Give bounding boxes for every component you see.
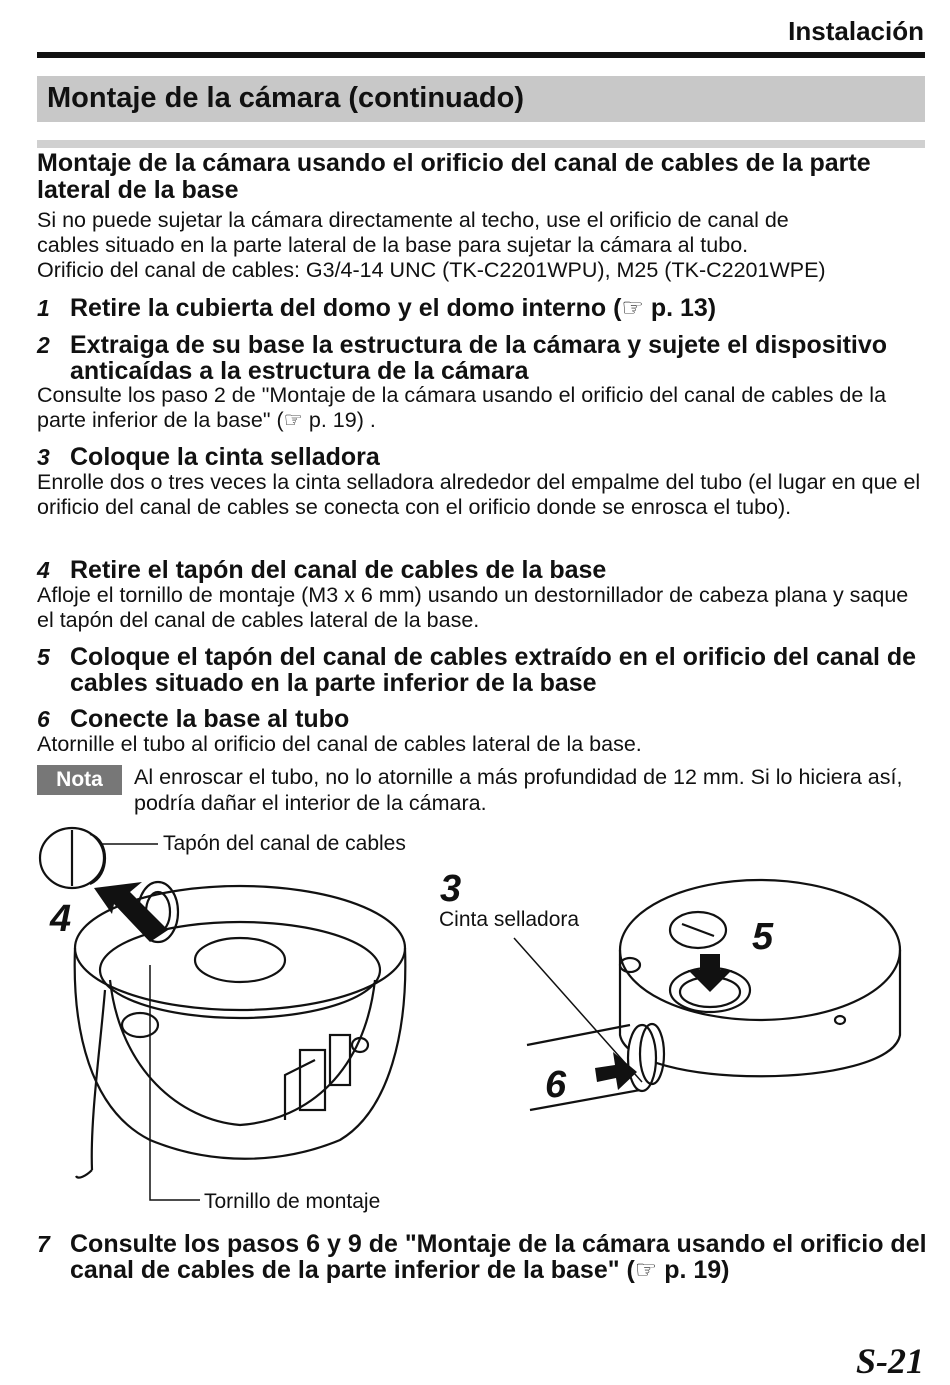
step-title: Consulte los pasos 6 y 9 de "Montaje de la cámara usando el orificio del canal de cables de la parte inferior de la base" (☞ p. 19) xyxy=(70,1230,927,1284)
header-rule xyxy=(37,52,925,58)
step-title: Conecte la base al tubo xyxy=(70,705,350,733)
step-number: 4 xyxy=(37,557,50,583)
installation-illustration xyxy=(30,820,930,1220)
step-title: Retire el tapón del canal de cables de la base xyxy=(70,556,607,584)
step-body: Atornille el tubo al orificio del canal de cables lateral de la base. xyxy=(37,732,642,756)
section-divider xyxy=(37,140,925,148)
subsection-intro xyxy=(37,208,927,283)
step-title: Coloque la cinta selladora xyxy=(70,443,380,471)
step-number: 3 xyxy=(37,444,50,470)
header-section-label: Instalación xyxy=(788,16,924,46)
label-cable-cap: Tapón del canal de cables xyxy=(163,832,406,855)
step-body: Enrolle dos o tres veces la cinta selladora alrededor del empalme del tubo (el lugar en que el orificio del canal de cables se conecta con el orificio donde se enrosca el tubo). xyxy=(37,470,921,519)
note-badge: Nota xyxy=(37,765,122,795)
figure-number-6: 6 xyxy=(545,1064,567,1106)
step-number: 2 xyxy=(37,332,50,358)
figure-number-3: 3 xyxy=(440,868,462,910)
step-number: 6 xyxy=(37,706,50,732)
intro-line: Orificio del canal de cables: G3/4-14 UNC (TK-C2201WPU), M25 (TK-C2201WPE) xyxy=(37,258,826,282)
subsection-title: Montaje de la cámara usando el orificio del canal de cables de la parte lateral de la base xyxy=(37,149,871,204)
figure-number-4: 4 xyxy=(50,898,72,940)
step-title: Coloque el tapón del canal de cables extraído en el orificio del canal de cables situado en la parte inferior de la base xyxy=(70,643,917,697)
intro-line: cables situado en la parte lateral de la base para sujetar la cámara al tubo. xyxy=(37,233,749,257)
label-mounting-screw: Tornillo de montaje xyxy=(204,1190,381,1213)
step-body: Consulte los paso 2 de "Montaje de la cámara usando el orificio del canal de cables de la parte inferior de la base" (☞ p. 19) . xyxy=(37,383,887,432)
step-number: 1 xyxy=(37,295,50,321)
figure-number-5: 5 xyxy=(752,916,774,958)
step-body: Afloje el tornillo de montaje (M3 x 6 mm) usando un destornillador de cabeza plana y saque el tapón del canal de cables lateral de la base. xyxy=(37,583,909,632)
step-number: 5 xyxy=(37,644,50,670)
intro-line: Si no puede sujetar la cámara directamente al techo, use el orificio de canal de xyxy=(37,208,789,232)
note-text: Al enroscar el tubo, no lo atornille a más profundidad de 12 mm. Si lo hiciera así, podría dañar el interior de la cámara. xyxy=(134,765,903,815)
step-title: Retire la cubierta del domo y el domo interno (☞ p. 13) xyxy=(70,294,717,322)
step-title: Extraiga de su base la estructura de la cámara y sujete el dispositivo anticaídas a la estructura de la cámara xyxy=(70,331,888,385)
page-number: S-21 xyxy=(855,1341,924,1381)
section-title: Montaje de la cámara (continuado) xyxy=(47,82,524,114)
label-sealing-tape: Cinta selladora xyxy=(439,908,580,931)
installation-figure xyxy=(30,820,930,1220)
step-number: 7 xyxy=(37,1231,50,1257)
